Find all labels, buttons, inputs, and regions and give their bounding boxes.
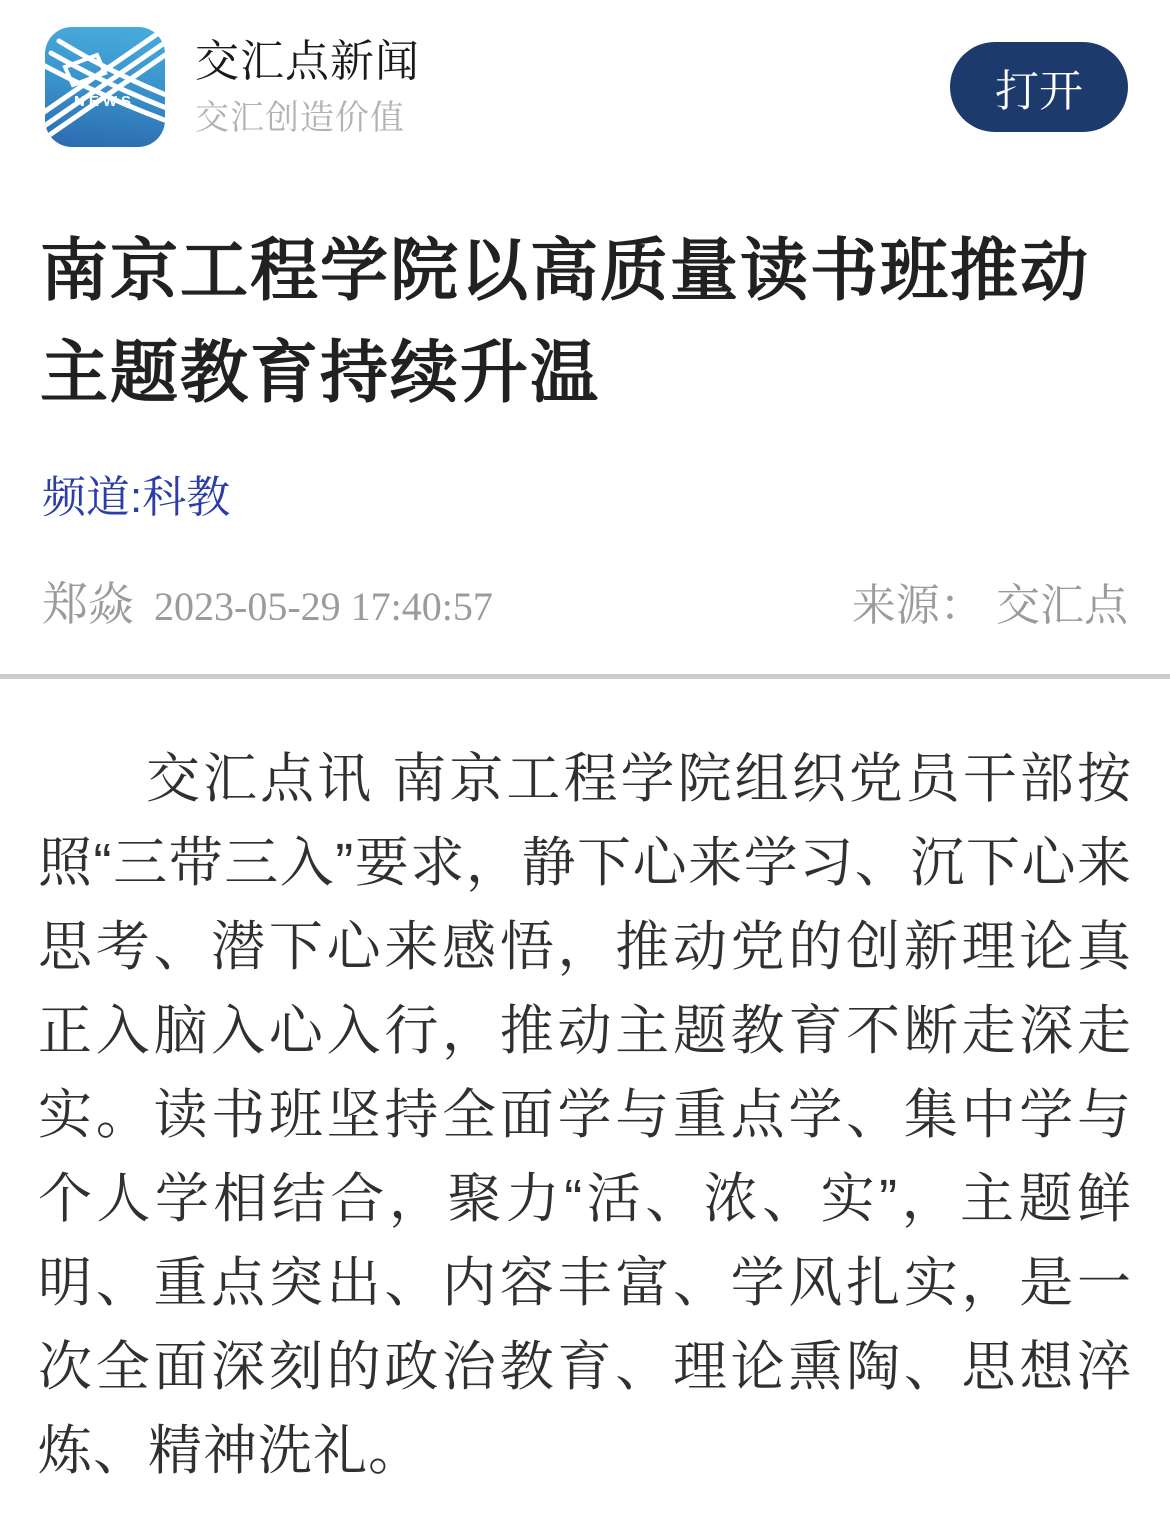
section-divider xyxy=(0,674,1170,679)
publish-datetime: 2023-05-29 17:40:57 xyxy=(154,584,493,629)
app-logo-icon xyxy=(45,27,165,147)
app-icon-news-label: NEWS xyxy=(74,93,135,110)
app-name: 交汇点新闻 xyxy=(195,37,420,86)
source-label: 来源： 交汇点 xyxy=(851,581,1128,630)
open-app-button[interactable]: 打开 xyxy=(950,42,1128,132)
news-app-logo xyxy=(45,27,165,147)
article-body-paragraph: 交汇点讯 南京工程学院组织党员干部按照“三带三入”要求，静下心来学习、沉下心来思考、潜下心来感悟，推动党的创新理论真正入脑入心入行，推动主题教育不断走深走实。读书班坚持全面学与重点学、集中学与个人学相结合，聚力“活、浓、实”，主题鲜明、重点突出、内容丰富、学风扎实，是一次全面深刻的政治教育、理论熏陶、思想淬炼、精神洗礼。 xyxy=(38,749,1132,1481)
app-slogan: 交汇创造价值 xyxy=(195,99,405,137)
article-title: 南京工程学院以高质量读书班推动主题教育持续升温 xyxy=(40,233,1091,411)
app-info xyxy=(195,38,950,136)
author-name: 郑焱 xyxy=(42,578,134,630)
article-meta-row xyxy=(42,568,1128,634)
channel-link[interactable]: 频道:科教 xyxy=(42,473,231,522)
author-and-date xyxy=(42,568,493,634)
app-download-banner xyxy=(0,0,1170,150)
